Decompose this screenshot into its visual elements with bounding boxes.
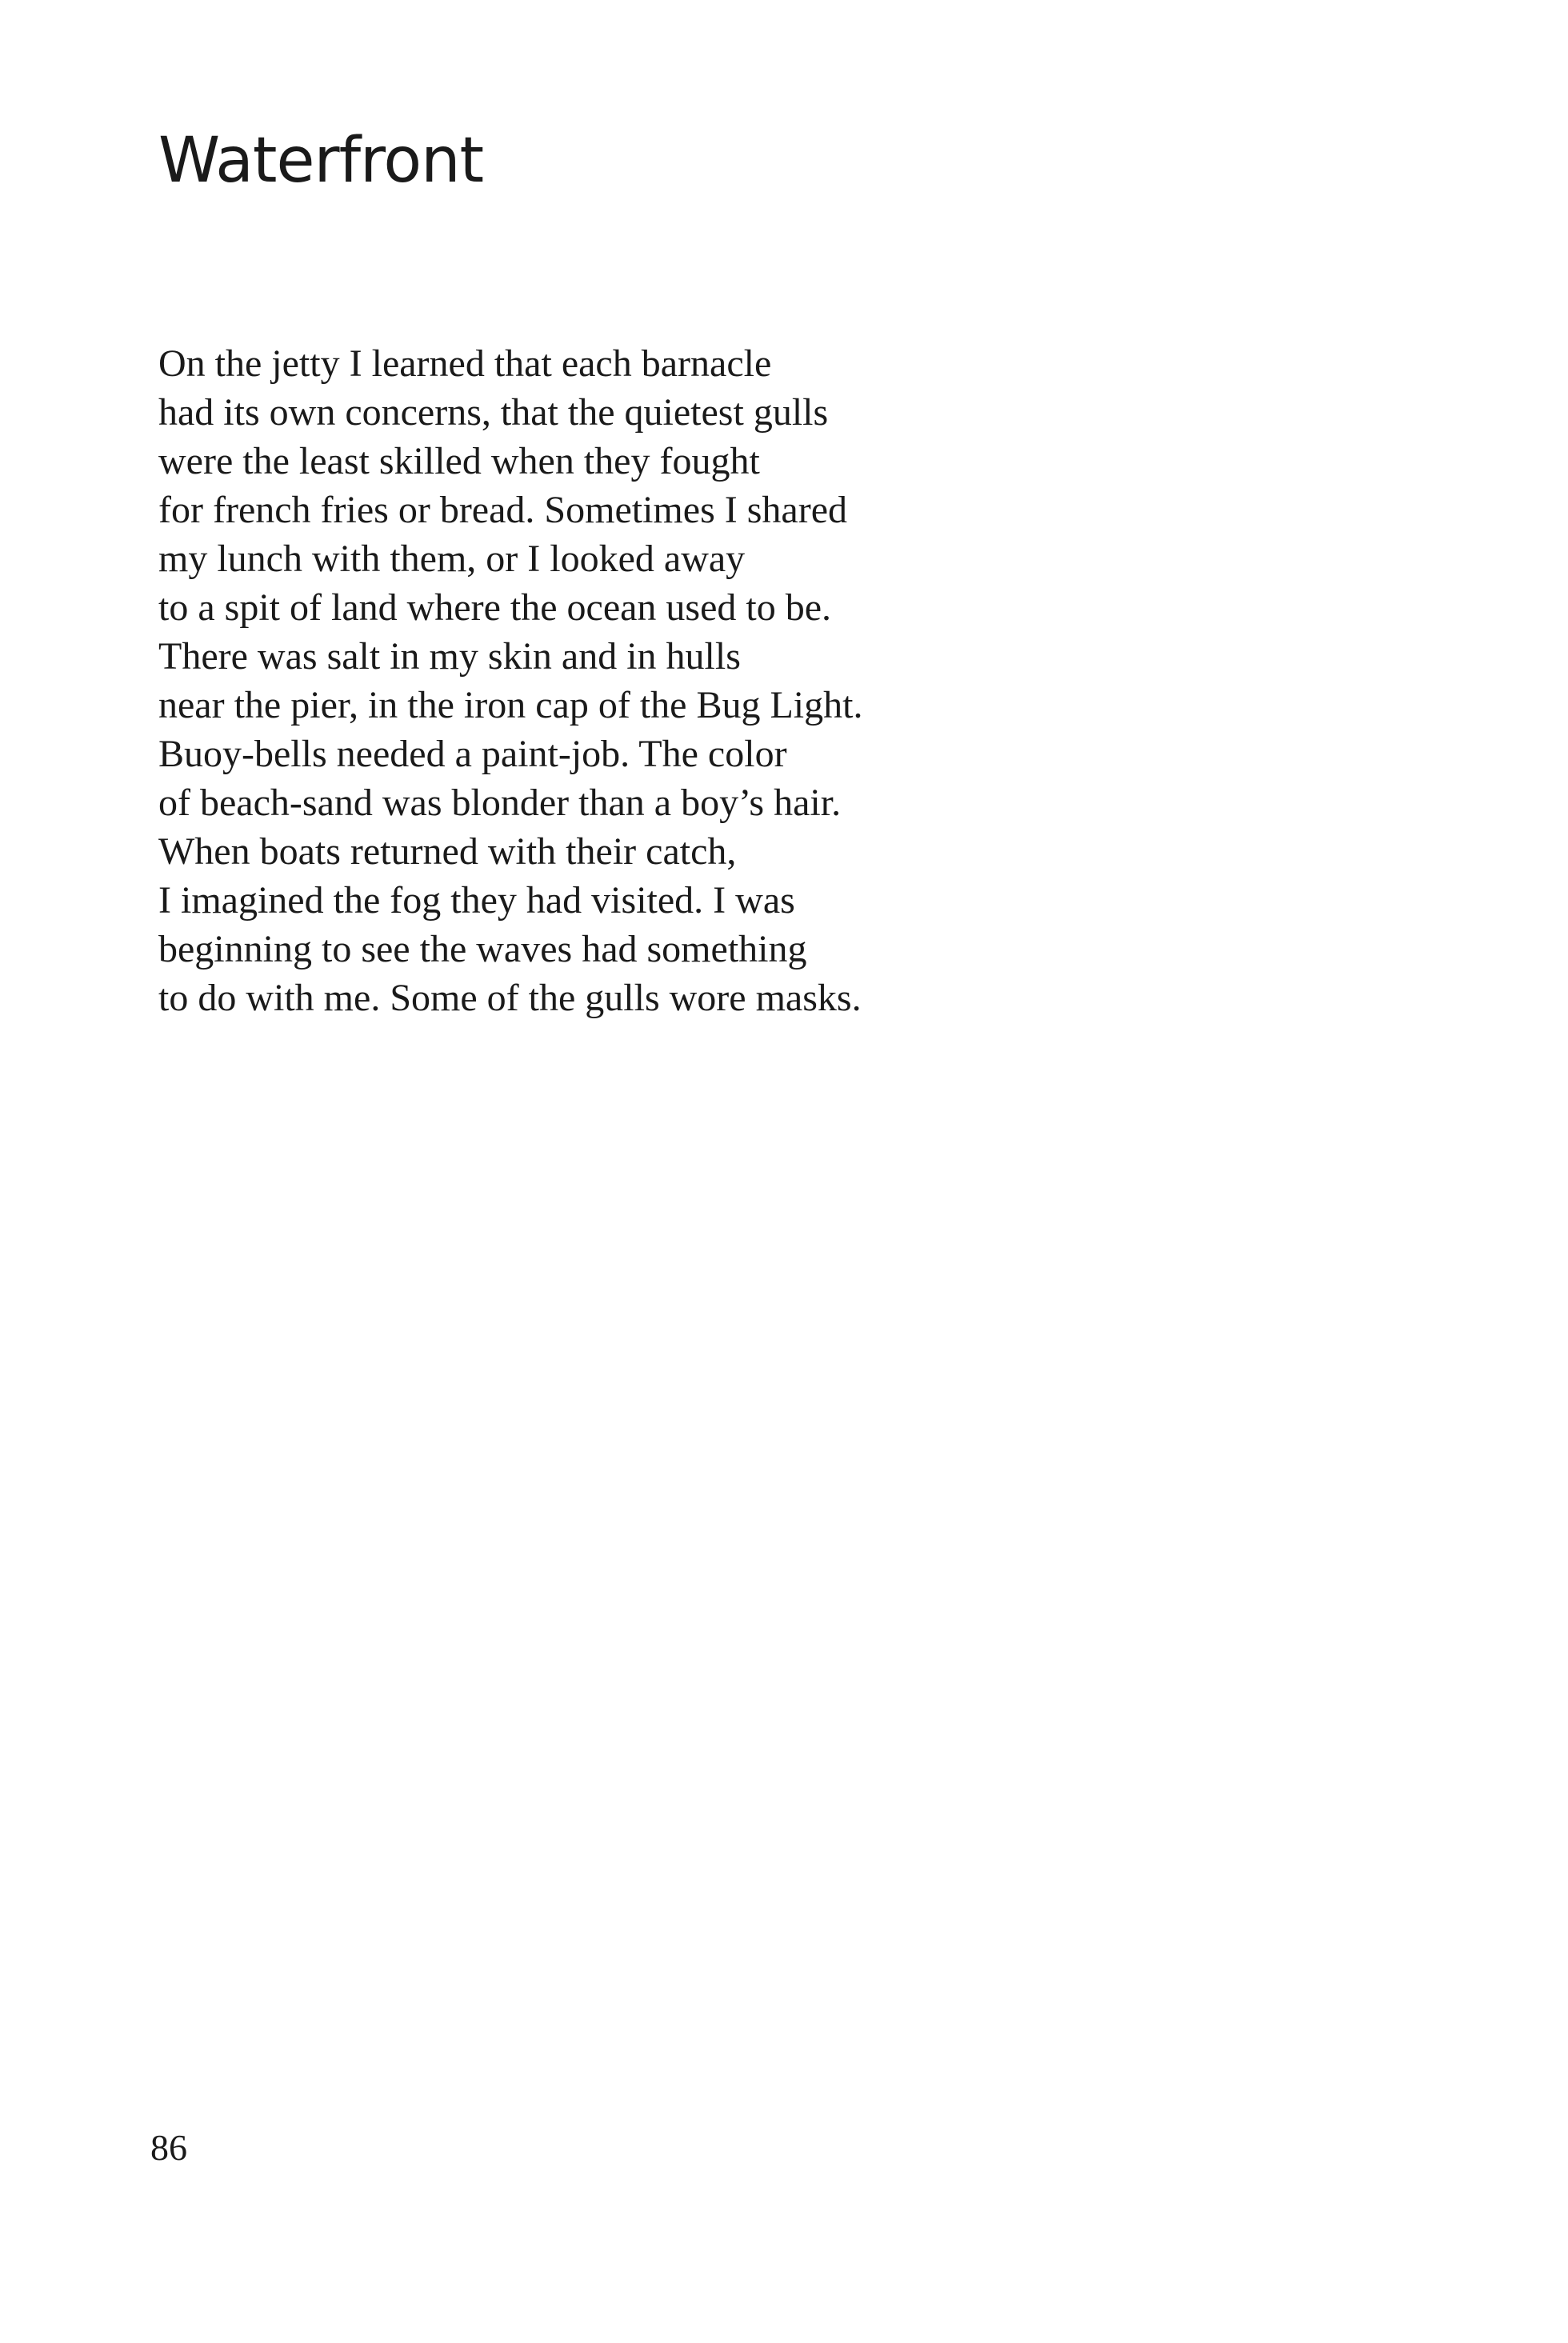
poem-line: to do with me. Some of the gulls wore masks. [158, 977, 862, 1019]
poem-body [158, 339, 862, 1022]
poem-line: When boats returned with their catch, [158, 830, 737, 873]
poem-line: to a spit of land where the ocean used to be. [158, 586, 832, 629]
poem-line: Buoy-bells needed a paint-job. The color [158, 733, 787, 775]
poem-line: were the least skilled when they fought [158, 440, 760, 482]
poem-line: On the jetty I learned that each barnacle [158, 342, 772, 385]
poem-line: near the pier, in the iron cap of the Bug Light. [158, 684, 863, 726]
poem-line: There was salt in my skin and in hulls [158, 635, 741, 678]
poem-line: for french fries or bread. Sometimes I shared [158, 489, 847, 531]
page-number: 86 [150, 2127, 187, 2168]
poem-line: had its own concerns, that the quietest gulls [158, 391, 829, 434]
poem-title: Waterfront [158, 125, 484, 197]
poem-line: of beach-sand was blonder than a boy’s hair. [158, 782, 842, 824]
poem-line: beginning to see the waves had something [158, 928, 807, 970]
poem-line: my lunch with them, or I looked away [158, 538, 746, 580]
poem-line: I imagined the fog they had visited. I was [158, 879, 795, 922]
